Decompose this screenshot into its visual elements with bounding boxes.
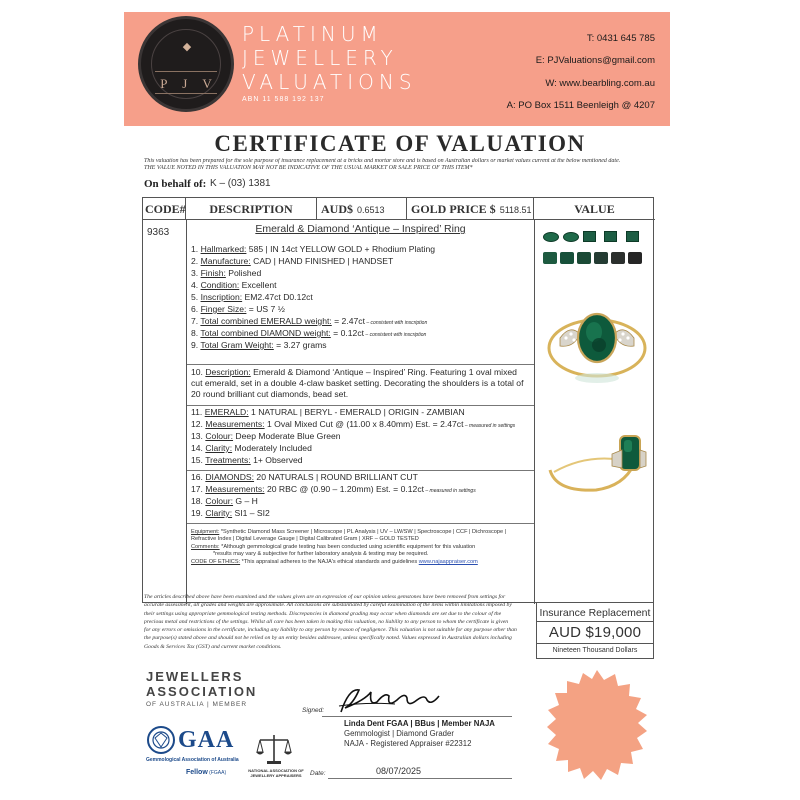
comments-line: Comments: *Although gemmological grade testing has been conducted using scientific equipment for this valuation	[191, 544, 476, 550]
signed-label: Signed:	[302, 707, 325, 714]
abn-number: ABN 11 588 192 137	[242, 96, 325, 103]
gold-value: 5118.51	[499, 205, 532, 215]
header-gold-price	[407, 198, 534, 220]
date-label: Date:	[310, 770, 326, 777]
logo-text: P J V	[160, 76, 218, 91]
embossed-seal-icon	[538, 668, 656, 786]
intro-text: This valuation has been prepared for the sole purpose of insurance replacement at a bricks and mortar store and is based on Australian dollars or market values current at the below mentioned date.	[144, 158, 621, 164]
detail-line: 4. Condition: Excellent	[191, 280, 277, 290]
intro-text-caps: THE VALUE NOTED IN THIS VALUATION MAY NOT BE INDICATIVE OF THE USUAL MARKET OR SALE PRICE OF THIS ITEM*	[144, 165, 473, 171]
brand-line-1: PLATINUM	[242, 22, 383, 46]
valuation-table	[142, 197, 654, 603]
details-section	[187, 240, 534, 364]
header-description: DESCRIPTION	[186, 198, 317, 220]
ring-side-view-photo	[546, 420, 652, 502]
disclaimer-text: The articles described above have been examined and the values given are an expression of our opinion unless gemstones have been removed from settings for accurate assessment, all grades and weights are approximate. All conclusions are substantiated by careful examination of the items within limitations imposed by their settings using appropriate gemmological testing methods. Discrepancies in diamond grading may occur when diamonds are set due to the colour of the precious metal and restrictions of the settings. Whilst all care has been taken in making this valuation, no liability to any person to whom the certificate is given for any errors or omissions in the certificate, including any liability to any person by reason of negligence. This valuation is not suitable for any purpose other than the purpose(s) stated above and should not be relied on by an entity besides addressee, unless specifically noted. Values expressed in Australian dollars including Goods & Services Tax (GST) and current market conditions.	[144, 594, 517, 650]
detail-line: 7. Total combined EMERALD weight: = 2.47ct – consistent with inscription	[191, 316, 428, 326]
ring-top-view-photo	[546, 298, 648, 390]
aud-label: AUD$	[321, 202, 353, 216]
contact-email: E: PJValuations@gmail.com	[535, 55, 655, 66]
diamond-icon: ◆	[182, 41, 192, 53]
detail-line: 19. Clarity: SI1 – SI2	[191, 508, 270, 518]
column-divider	[534, 220, 535, 604]
description-section	[187, 364, 534, 405]
detail-line: 16. DIAMONDS: 20 NATURALS | ROUND BRILLIANT CUT	[191, 472, 418, 482]
naja-label: NATIONAL ASSOCIATION OF JEWELLERY APPRAISERS	[248, 768, 304, 778]
emerald-section	[187, 405, 534, 470]
comments-line-2: *results may vary & subjective for further laboratory analysis & testing may be required.	[213, 551, 429, 557]
detail-line: 2. Manufacture: CAD | HAND FINISHED | HANDSET	[191, 256, 394, 266]
naja-link[interactable]: www.najaappraiser.com	[418, 559, 478, 565]
detail-line: 5. Inscription: EM2.47ct D0.12ct	[191, 292, 313, 302]
detail-line: 1. Hallmarked: 585 | IN 14ct YELLOW GOLD + Rhodium Plating	[191, 244, 436, 254]
detail-line: 12. Measurements: 1 Oval Mixed Cut @ (11.00 x 8.40mm) Est. = 2.47ct – measured in settings	[191, 419, 516, 429]
detail-line: 9. Total Gram Weight: = 3.27 grams	[191, 340, 327, 350]
gaa-logo-text: GAA	[178, 727, 235, 753]
equipment-line-2: Refractive Index | Digital Leverage Gauge | Digital Calibrated Gram | XRF – GOLD TESTED	[191, 536, 419, 542]
behalf-label: On behalf of:	[144, 178, 207, 190]
signer-name: Linda Dent FGAA | BBus | Member NAJA	[344, 719, 495, 728]
detail-line: 11. EMERALD: 1 NATURAL | BERYL - EMERALD | ORIGIN - ZAMBIAN	[191, 407, 465, 417]
contact-web: W: www.bearbling.com.au	[545, 78, 655, 89]
gold-label: GOLD PRICE $	[411, 202, 496, 216]
contact-phone: T: 0431 645 785	[586, 33, 655, 44]
jewellers-association-logo: JEWELLERS ASSOCIATION OF AUSTRALIA | MEMBER	[146, 669, 258, 708]
header-value: VALUE	[534, 198, 655, 220]
detail-line: 18. Colour: G – H	[191, 496, 258, 506]
page-title: CERTIFICATE OF VALUATION	[214, 131, 586, 156]
notes-section	[187, 523, 534, 575]
insurance-value-words: Nineteen Thousand Dollars	[552, 647, 638, 654]
equipment-line: Equipment: *Synthetic Diamond Mass Screener | Microscope | PL Analysis | UV – LW/SW | Spectroscope | CCF | Dichroscope |	[191, 529, 507, 535]
pjv-logo	[138, 16, 234, 112]
header-aud	[317, 198, 407, 220]
detail-line: 14. Clarity: Moderately Included	[191, 443, 312, 453]
detail-line: 17. Measurements: 20 RBC @ (0.90 – 1.20mm) Est. = 0.12ct – measured in settings	[191, 484, 476, 494]
detail-line: 6. Finger Size: = US 7 ½	[191, 304, 285, 314]
emerald-reference-chart	[541, 228, 651, 276]
aud-value: 0.6513	[357, 205, 385, 215]
gaa-emblem-icon	[146, 725, 176, 755]
date-value: 08/07/2025	[376, 766, 422, 776]
signer-registration: NAJA - Registered Appraiser #22312	[344, 739, 472, 748]
insurance-value: AUD $19,000	[548, 624, 642, 641]
signer-title: Gemmologist | Diamond Grader	[344, 729, 454, 738]
contact-address: A: PO Box 1511 Beenleigh @ 4207	[506, 100, 655, 111]
diamond-section	[187, 470, 534, 523]
insurance-box	[536, 602, 654, 659]
brand-line-3: VALUATIONS	[242, 70, 417, 94]
detail-line: 8. Total combined DIAMOND weight: = 0.12ct – consistent with inscription	[191, 328, 427, 338]
ethics-line: CODE OF ETHICS: *This appraisal adheres to the NAJA's ethical standards and guidelines www.najaappraiser.com	[191, 559, 478, 565]
behalf-value: K – (03) 1381	[210, 178, 271, 189]
insurance-label: Insurance Replacement	[539, 607, 651, 619]
brand-line-2: JEWELLERY	[242, 46, 398, 70]
detail-line: 15. Treatments: 1+ Observed	[191, 455, 303, 465]
item-title: Emerald & Diamond ‘Antique – Inspired’ Ring	[255, 223, 466, 235]
scales-icon	[254, 732, 294, 766]
gaa-subtitle: Gemmological Association of Australia	[146, 757, 239, 763]
detail-line: 3. Finish: Polished	[191, 268, 262, 278]
header-code: CODE#	[143, 198, 186, 220]
item-code: 9363	[147, 227, 170, 238]
description-paragraph: 10. Description: Emerald & Diamond ‘Antique – Inspired’ Ring. Featuring 1 oval mixed cut emerald, set in a double 4-claw basket setting. Decorating the shoulders is a total of 20 round brilliant cut diamonds, bead set.	[191, 367, 524, 399]
fellow-label: Fellow (FGAA)	[186, 769, 227, 776]
detail-line: 13. Colour: Deep Moderate Blue Green	[191, 431, 341, 441]
handwritten-signature	[335, 682, 445, 718]
